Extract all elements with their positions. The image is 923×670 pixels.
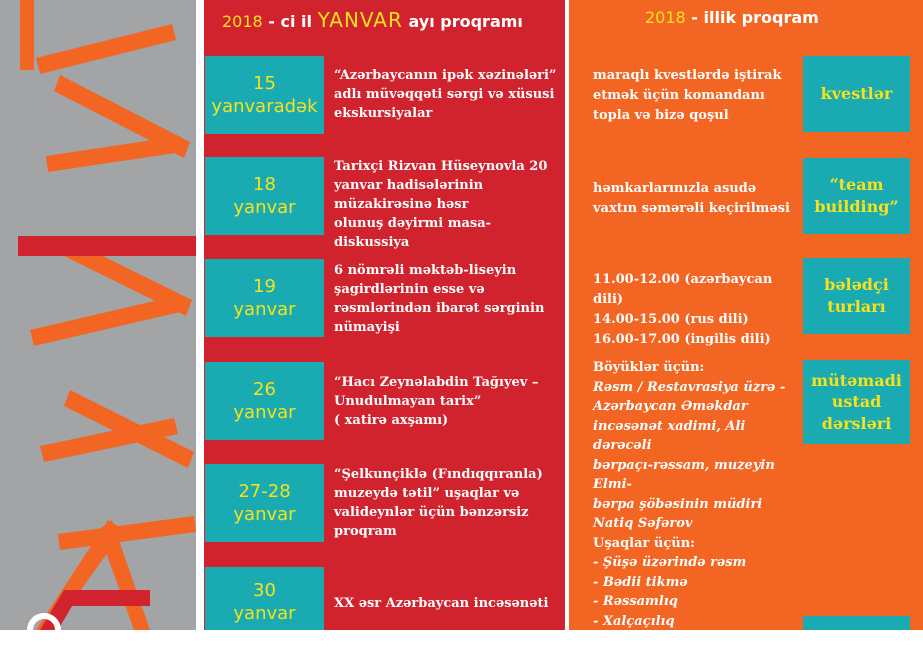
event-line: olunuş dəyirmi masa-diskussiya (334, 214, 560, 252)
annual-description (593, 179, 798, 219)
date-day: 30 (205, 579, 324, 602)
program-tag (803, 258, 910, 334)
event-line: Unudulmayan tarix” (334, 392, 560, 411)
date-box (205, 157, 324, 235)
event-description (334, 594, 560, 613)
date-day: 18 (205, 173, 324, 196)
event-line: rəsmlərindən ibarət sərginin (334, 299, 560, 318)
annual-header (645, 8, 819, 27)
program-tag (803, 360, 910, 444)
event-line: 6 nömrəli məktəb-liseyin (334, 261, 560, 280)
tag-line: “team (803, 174, 910, 196)
date-month: yanvar (205, 298, 324, 321)
event-line: “Şelkunçiklə (Fındıqqıranla) (334, 465, 560, 484)
header-right-year: 2018 (645, 8, 686, 27)
january-header (222, 8, 523, 32)
date-month: yanvaradək (205, 95, 324, 118)
event-line: yanvar hadisələrinin (334, 176, 560, 195)
program-tag-partial (803, 616, 910, 630)
event-line: ( xatirə axşamı) (334, 411, 560, 430)
annual-line: incəsənət xadimi, Ali dərəcəli (593, 417, 798, 456)
annual-line: Uşaqlar üçün: (593, 534, 798, 554)
annual-line: 14.00-15.00 (rus dili) (593, 310, 798, 330)
deco-stroke-5 (30, 296, 180, 346)
event-line: valideynlər üçün bənzərsiz (334, 503, 560, 522)
date-box (205, 567, 324, 630)
tag-line: mütəmadi (803, 370, 910, 392)
event-line: “Azərbaycanın ipək xəzinələri” (334, 66, 560, 85)
date-box (205, 56, 324, 134)
annual-line: - Şüşə üzərində rəsm (593, 553, 798, 573)
annual-line: topla və bizə qoşul (593, 106, 798, 126)
event-description (334, 373, 560, 430)
date-month: yanvar (205, 503, 324, 526)
header-left-tail: ayı proqramı (408, 12, 522, 31)
annual-line: - Xalçaçılıq (593, 612, 798, 632)
event-description (334, 465, 560, 541)
tag-line: turları (803, 296, 910, 318)
event-description (334, 157, 560, 252)
annual-line: bərpa şöbəsinin müdiri (593, 495, 798, 515)
deco-bar-top (20, 0, 34, 70)
annual-line: Natiq Səfərov (593, 514, 798, 534)
tag-line: bələdçi (803, 274, 910, 296)
event-description (334, 66, 560, 123)
header-left-suffix: - ci il (268, 12, 312, 31)
date-month: yanvar (205, 602, 324, 625)
event-line: ekskursiyalar (334, 104, 560, 123)
annual-description (593, 358, 798, 670)
event-line: nümayişi (334, 318, 560, 337)
tag-line: kvestlər (803, 83, 910, 105)
event-line: şagirdlərinin esse və (334, 280, 560, 299)
event-line: adlı müvəqqəti sərgi və xüsusi (334, 85, 560, 104)
annual-description (593, 66, 798, 126)
tag-line: ustad (803, 391, 910, 413)
program-tag (803, 158, 910, 234)
annual-line: 16.00-17.00 (ingilis dili) (593, 330, 798, 350)
tag-line: building” (803, 196, 910, 218)
event-line: proqram (334, 522, 560, 541)
deco-red-bar (18, 236, 196, 256)
date-day: 27-28 (205, 480, 324, 503)
annual-line: - Bələdçi ol! (593, 631, 798, 651)
annual-description (593, 270, 798, 350)
annual-line: maraqlı kvestlərdə iştirak (593, 66, 798, 86)
date-box (205, 464, 324, 542)
date-day: 26 (205, 378, 324, 401)
event-line: Tarixçi Rizvan Hüseynovla 20 (334, 157, 560, 176)
date-box (205, 362, 324, 440)
event-description (334, 261, 560, 337)
header-right-suffix: - (691, 8, 698, 27)
decorative-letters-graphic (0, 0, 200, 630)
annual-line: - Bədii tikmə (593, 573, 798, 593)
event-line: muzeydə tətil” uşaqlar və (334, 484, 560, 503)
header-left-year: 2018 (222, 12, 263, 31)
tag-line: dərsləri (803, 413, 910, 435)
date-day: 19 (205, 275, 324, 298)
date-box (205, 259, 324, 337)
header-right-tail: illik proqram (704, 8, 819, 27)
event-line: müzakirəsinə həsr (334, 195, 560, 214)
annual-line: Azərbaycan Əməkdar (593, 397, 798, 417)
annual-line: həmkarlarınızla asudə (593, 179, 798, 199)
annual-line: vaxtın səmərəli keçirilməsi (593, 199, 798, 219)
annual-line: bərpaçı-rəssam, muzeyin Elmi- (593, 456, 798, 495)
annual-line: Rəsm / Restavrasiya üzrə - (593, 378, 798, 398)
event-line: XX əsr Azərbaycan incəsənəti (334, 594, 560, 613)
date-month: yanvar (205, 196, 324, 219)
date-day: 15 (205, 72, 324, 95)
date-month: yanvar (205, 401, 324, 424)
program-tag (803, 56, 910, 132)
deco-stroke-8 (58, 516, 196, 550)
deco-stroke-1 (36, 24, 176, 74)
annual-line: etmək üçün komandanı (593, 86, 798, 106)
header-left-month: YANVAR (318, 8, 403, 32)
annual-line: 11.00-12.00 (azərbaycan dili) (593, 270, 798, 310)
deco-stroke-3 (46, 136, 182, 172)
annual-line: - Kölgə teatrı (593, 651, 798, 670)
annual-line: - Rəssamlıq (593, 592, 798, 612)
annual-line: Böyüklər üçün: (593, 358, 798, 378)
event-line: “Hacı Zeynəlabdin Tağıyev – (334, 373, 560, 392)
